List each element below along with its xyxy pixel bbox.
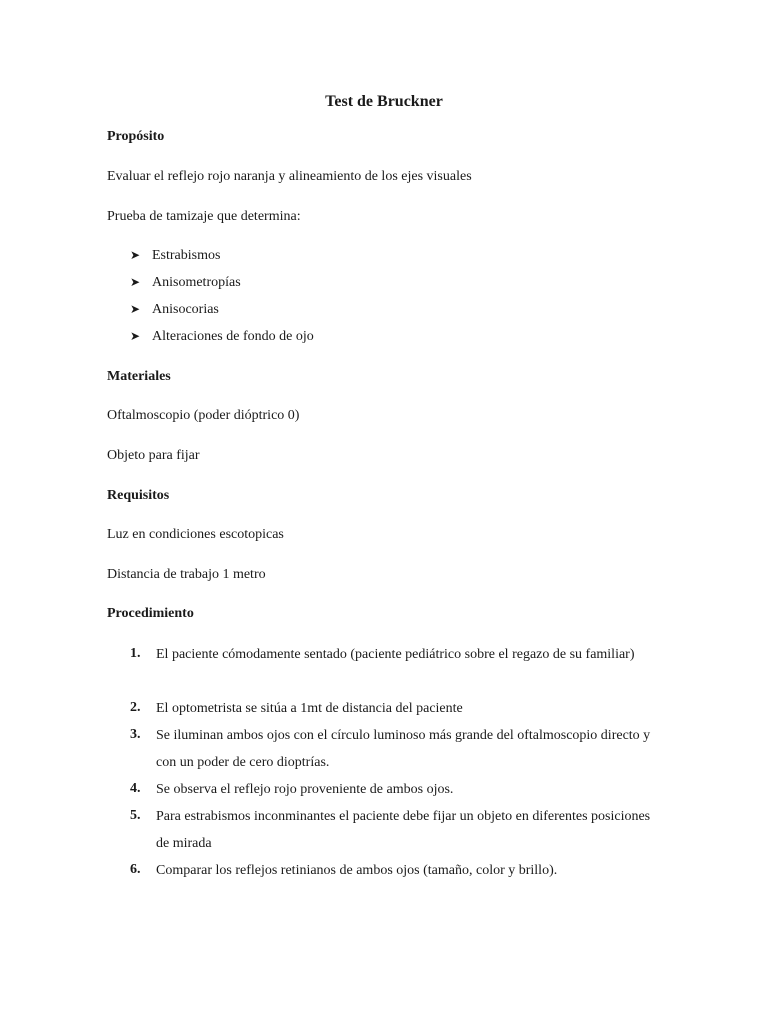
step-text: Se iluminan ambos ojos con el círculo luminoso más grande del oftalmoscopio directo y con un poder de cero dioptrías. — [156, 728, 651, 770]
heading-requisitos: Requisitos — [107, 488, 170, 503]
bullet-item — [130, 248, 220, 264]
heading-materiales: Materiales — [107, 369, 171, 384]
step-number: 2. — [130, 700, 141, 715]
bullet-text: Anisometropías — [152, 275, 241, 290]
heading-proposito: Propósito — [107, 129, 165, 144]
heading-procedimiento: Procedimiento — [107, 606, 194, 621]
bullet-text: Estrabismos — [152, 248, 221, 263]
step-text: El paciente cómodamente sentado (paciente pediátrico sobre el regazo de su familiar) — [156, 647, 635, 662]
arrow-bullet-icon: ➤ — [130, 329, 141, 343]
bullet-text: Alteraciones de fondo de ojo — [152, 329, 314, 344]
step-text: Comparar los reflejos retinianos de ambos ojos (tamaño, color y brillo). — [156, 863, 558, 878]
step-number: 4. — [130, 781, 141, 796]
step-text: Se observa el reflejo rojo proveniente de ambos ojos. — [156, 782, 454, 797]
step-number: 6. — [130, 862, 141, 877]
step-number: 5. — [130, 808, 141, 823]
step-number: 1. — [130, 646, 141, 661]
proposito-text-1: Evaluar el reflejo rojo naranja y alineamiento de los ejes visuales — [107, 169, 472, 184]
bullet-item — [130, 275, 241, 291]
arrow-bullet-icon: ➤ — [130, 248, 141, 262]
proposito-text-2: Prueba de tamizaje que determina: — [107, 209, 301, 224]
requisitos-item: Distancia de trabajo 1 metro — [107, 567, 266, 582]
step-text: El optometrista se sitúa a 1mt de distancia del paciente — [156, 701, 463, 716]
document-title: Test de Bruckner — [325, 93, 443, 110]
step-text: Para estrabismos inconminantes el paciente debe fijar un objeto en diferentes posiciones de mirada — [156, 809, 651, 851]
materiales-item: Objeto para fijar — [107, 448, 200, 463]
bullet-item — [130, 302, 219, 318]
arrow-bullet-icon: ➤ — [130, 275, 141, 289]
arrow-bullet-icon: ➤ — [130, 302, 141, 316]
bullet-item — [130, 329, 314, 345]
step-number: 3. — [130, 727, 141, 742]
materiales-item: Oftalmoscopio (poder dióptrico 0) — [107, 408, 300, 423]
bullet-text: Anisocorias — [152, 302, 219, 317]
requisitos-item: Luz en condiciones escotopicas — [107, 527, 284, 542]
